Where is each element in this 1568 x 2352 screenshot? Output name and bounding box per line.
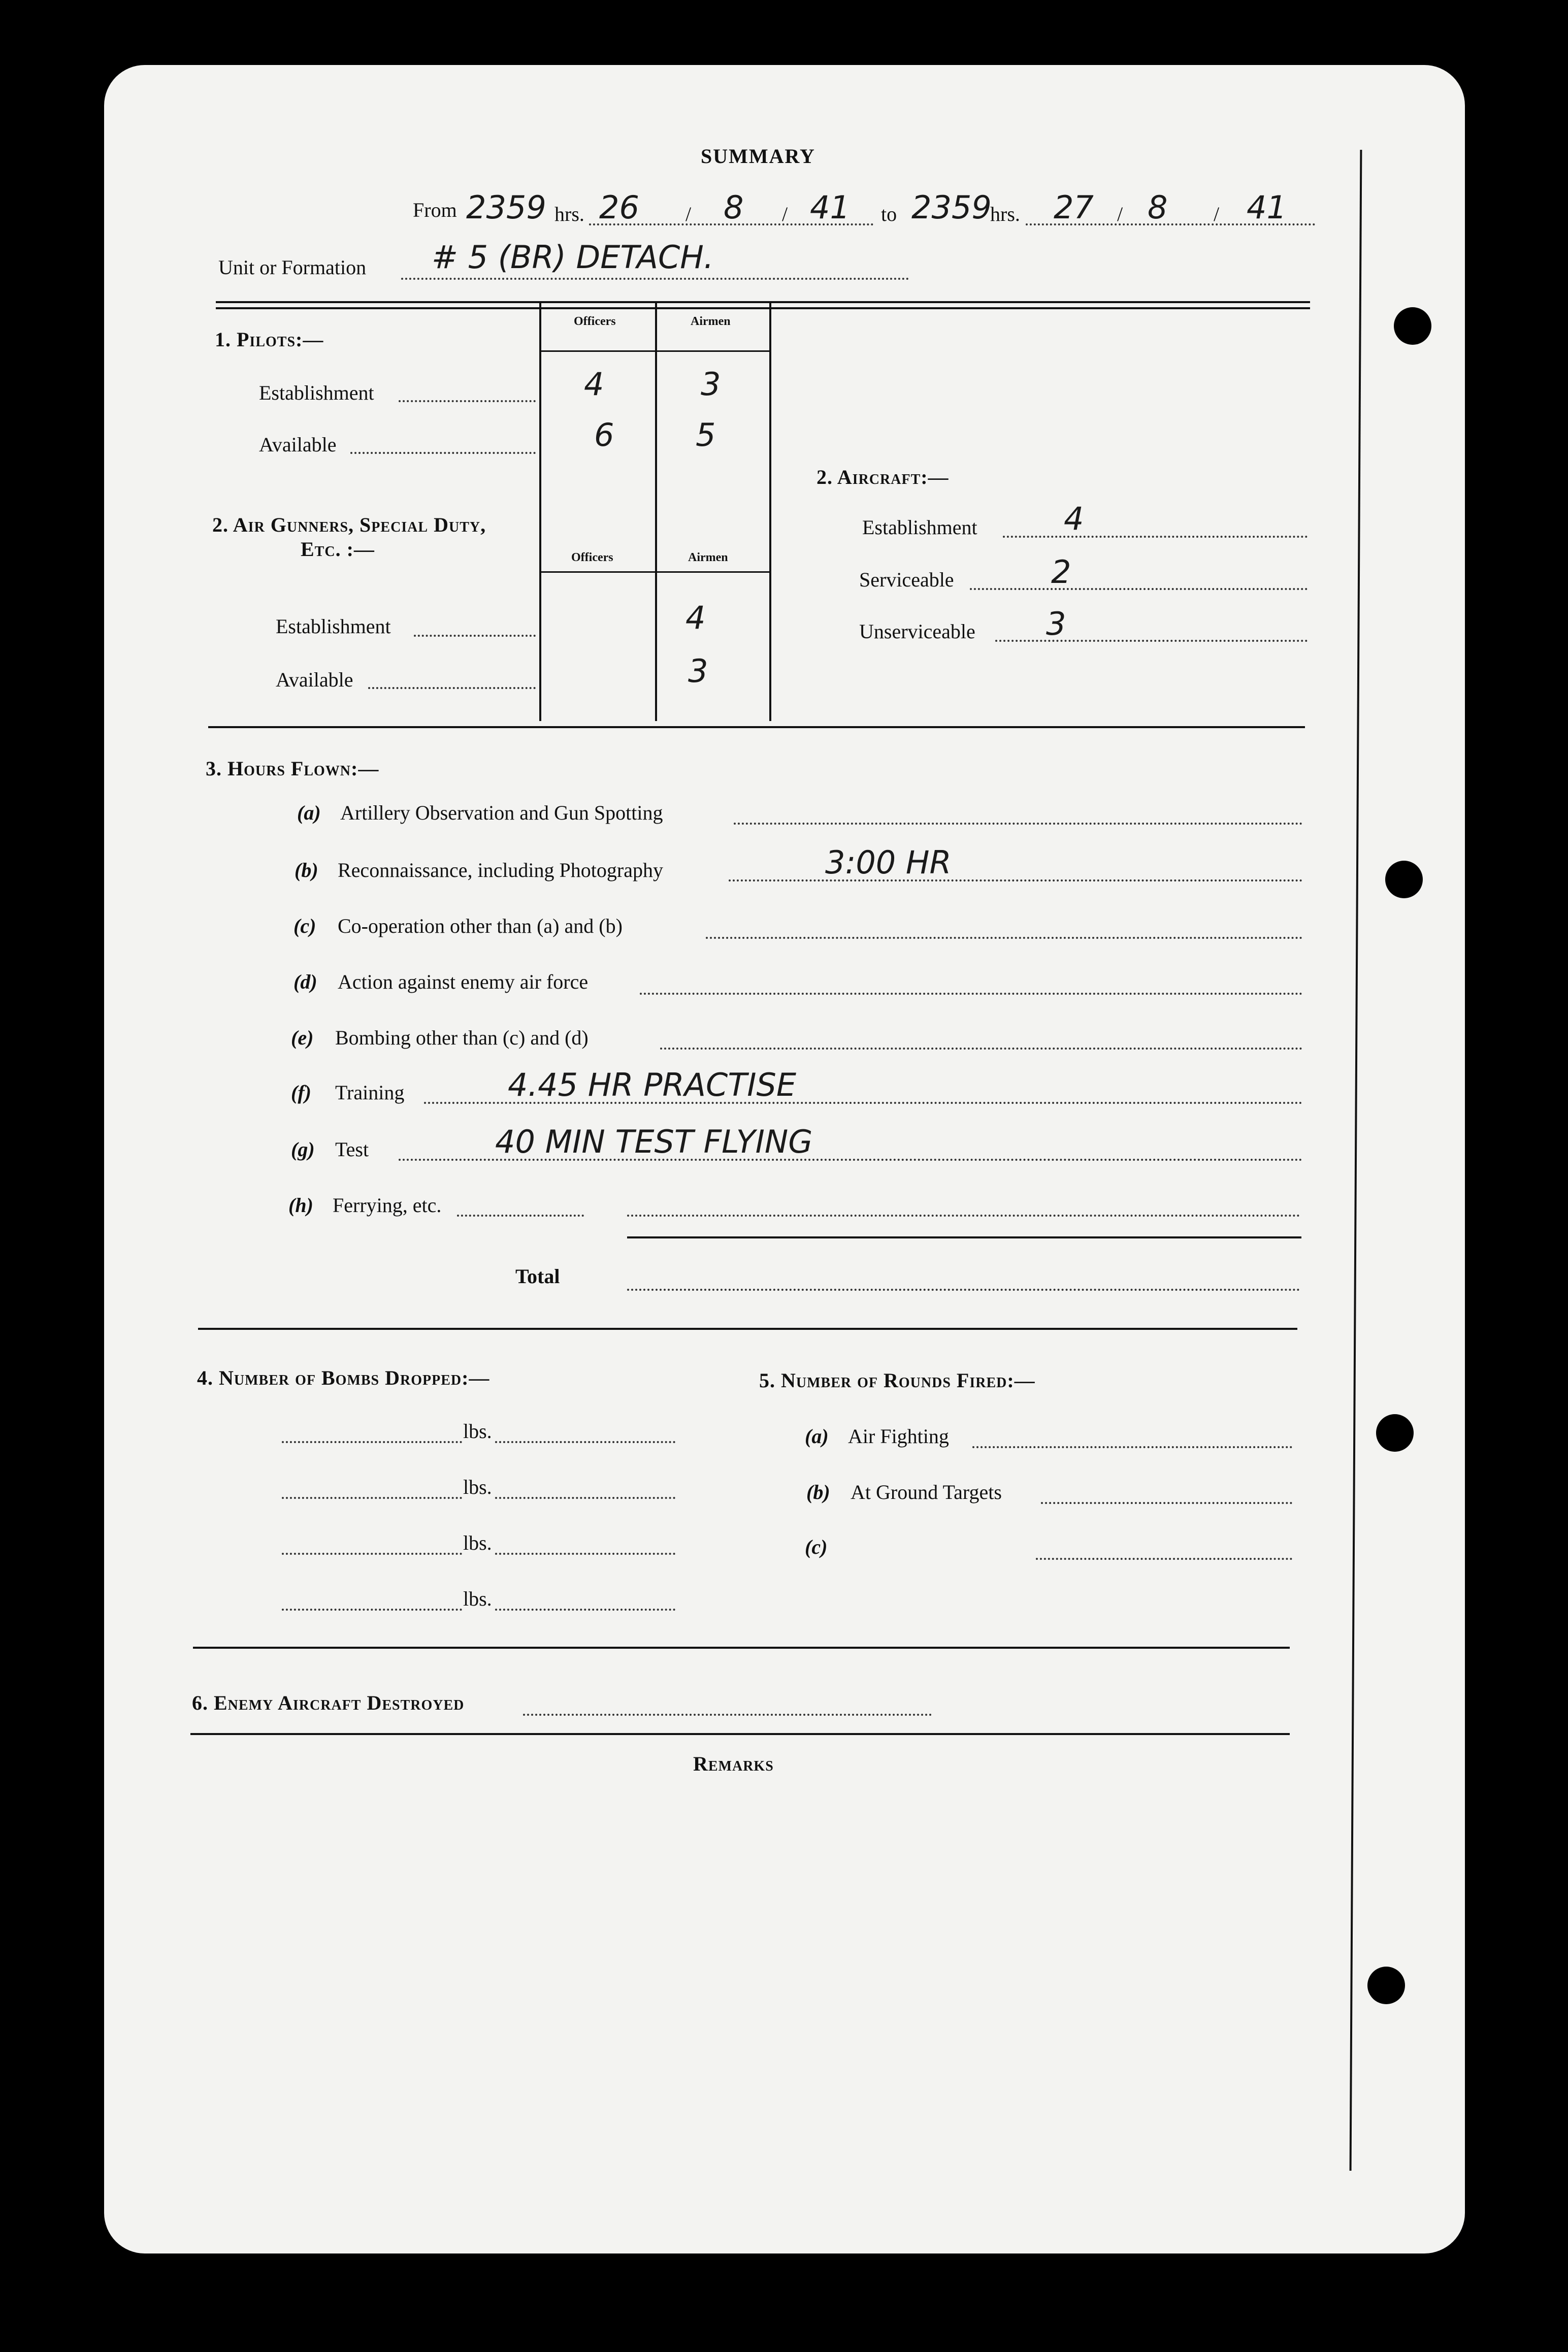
bombs-unit-label: lbs. <box>463 1420 492 1443</box>
hours-e-key: (e) <box>291 1026 314 1049</box>
section-rule <box>198 1328 1297 1330</box>
airmen-column-header: Airmen <box>688 551 728 564</box>
form-title: SUMMARY <box>701 145 815 168</box>
aircraft-serviceable-label: Serviceable <box>859 568 954 591</box>
pilots-establishment-dots <box>399 400 536 402</box>
hours-c-key: (c) <box>293 914 316 937</box>
aircraft-unserviceable-label: Unserviceable <box>859 620 975 643</box>
rounds-c-key: (c) <box>805 1536 828 1558</box>
pilots-available-dots <box>350 452 536 454</box>
hours-h-key: (h) <box>288 1194 313 1217</box>
airmen-column-header: Airmen <box>691 315 731 328</box>
gunners-available-airmen: 3 <box>688 652 708 690</box>
table-divider <box>655 303 657 721</box>
hours-g-key: (g) <box>291 1138 315 1161</box>
hours-e-label: Bombing other than (c) and (d) <box>335 1026 589 1049</box>
table-divider <box>769 303 771 721</box>
hours-a-label: Artillery Observation and Gun Spotting <box>340 801 663 824</box>
total-label: Total <box>515 1265 560 1288</box>
table-divider <box>539 303 541 721</box>
punch-hole <box>1376 1414 1414 1452</box>
rounds-c-dots <box>1036 1558 1292 1560</box>
aircraft-establishment-value: 4 <box>1064 500 1084 537</box>
bombs-weight-dots <box>495 1609 675 1611</box>
hours-h-value-dots <box>627 1215 1300 1217</box>
unit-label: Unit or Formation <box>218 256 367 279</box>
bombs-weight-dots <box>495 1553 675 1555</box>
to-day-value: 27 <box>1054 189 1094 226</box>
hours-f-label: Training <box>335 1081 405 1104</box>
bombs-heading: 4. Number of Bombs Dropped:— <box>197 1366 490 1389</box>
pilots-available-label: Available <box>259 433 337 456</box>
enemy-heading: 6. Enemy Aircraft Destroyed <box>192 1691 465 1714</box>
aircraft-establishment-label: Establishment <box>862 516 977 539</box>
hours-d-label: Action against enemy air force <box>338 970 589 993</box>
rounds-heading: 5. Number of Rounds Fired:— <box>759 1369 1035 1392</box>
rounds-a-label: Air Fighting <box>848 1425 949 1448</box>
gunners-available-label: Available <box>276 668 353 691</box>
aircraft-establishment-dots <box>1003 536 1308 538</box>
to-year-value: 41 <box>1247 189 1287 226</box>
gunners-available-dots <box>368 687 536 689</box>
punch-hole <box>1367 1967 1405 2004</box>
date-slash: / <box>782 203 788 225</box>
hours-b-label: Reconnaissance, including Photography <box>338 859 663 881</box>
to-month-value: 8 <box>1148 189 1168 226</box>
bombs-unit-label: lbs. <box>463 1531 492 1554</box>
from-year-value: 41 <box>810 189 850 226</box>
hours-a-key: (a) <box>297 801 321 824</box>
pilots-establishment-label: Establishment <box>259 381 374 404</box>
hours-e-dots <box>660 1048 1302 1050</box>
officers-column-header: Officers <box>571 551 613 564</box>
to-label: to <box>881 203 897 225</box>
gunners-establishment-label: Establishment <box>276 615 391 638</box>
aircraft-serviceable-value: 2 <box>1051 553 1071 591</box>
rounds-a-key: (a) <box>805 1425 829 1448</box>
hours-a-dots <box>734 823 1302 825</box>
section-rule <box>193 1647 1290 1649</box>
date-slash: / <box>685 203 692 225</box>
hours-f-value: 4.45 HR PRACTISE <box>508 1066 797 1103</box>
from-label: From <box>413 199 457 221</box>
aircraft-serviceable-dots <box>970 588 1308 590</box>
rounds-b-label: At Ground Targets <box>851 1481 1002 1504</box>
gunners-establishment-dots <box>414 635 536 637</box>
bombs-unit-label: lbs. <box>463 1587 492 1610</box>
pilots-establishment-airmen: 3 <box>701 366 721 403</box>
bombs-qty-dots <box>282 1497 462 1499</box>
total-rule <box>627 1236 1301 1238</box>
hours-heading: 3. Hours Flown:— <box>206 757 379 780</box>
bombs-weight-dots <box>495 1441 675 1443</box>
pilots-heading: 1. Pilots:— <box>215 328 324 351</box>
pilots-establishment-officers: 4 <box>584 366 604 403</box>
bombs-qty-dots <box>282 1441 462 1443</box>
punch-hole <box>1394 307 1431 345</box>
date-slash: / <box>1214 203 1220 225</box>
hrs-label: hrs. <box>554 203 584 225</box>
table-header-rule <box>539 571 770 573</box>
hours-b-value: 3:00 HR <box>825 844 952 881</box>
hours-c-dots <box>706 937 1302 939</box>
rounds-a-dots <box>972 1446 1292 1448</box>
header-rule <box>216 301 1310 303</box>
bombs-qty-dots <box>282 1609 462 1611</box>
unit-value: # 5 (BR) DETACH. <box>432 239 714 276</box>
hours-h-label: Ferrying, etc. <box>333 1194 442 1217</box>
rounds-b-key: (b) <box>806 1481 830 1504</box>
pilots-available-airmen: 5 <box>696 416 716 453</box>
rounds-b-dots <box>1041 1502 1292 1504</box>
unit-dots <box>401 278 909 280</box>
gunners-heading-cont: Etc. :— <box>301 538 375 561</box>
hours-f-key: (f) <box>291 1081 311 1104</box>
total-dots <box>627 1289 1300 1291</box>
header-rule <box>216 307 1310 309</box>
bombs-unit-label: lbs. <box>463 1476 492 1498</box>
bombs-qty-dots <box>282 1553 462 1555</box>
hours-b-dots <box>729 879 1302 881</box>
from-time-value: 2359 <box>466 189 546 226</box>
aircraft-unserviceable-value: 3 <box>1046 605 1066 642</box>
hours-c-label: Co-operation other than (a) and (b) <box>338 914 623 937</box>
section-rule <box>208 726 1305 728</box>
officers-column-header: Officers <box>574 315 616 328</box>
date-slash: / <box>1117 203 1123 225</box>
aircraft-unserviceable-dots <box>995 640 1308 642</box>
remarks-heading: Remarks <box>693 1752 774 1775</box>
hours-h-dots <box>457 1215 584 1217</box>
enemy-dots <box>523 1714 932 1716</box>
from-month-value: 8 <box>724 189 744 226</box>
pilots-available-officers: 6 <box>594 416 614 453</box>
hours-d-dots <box>640 993 1302 995</box>
hours-b-key: (b) <box>295 859 318 881</box>
punch-hole <box>1385 861 1423 898</box>
gunners-establishment-airmen: 4 <box>685 599 706 636</box>
hrs-label: hrs. <box>990 203 1020 225</box>
from-day-value: 26 <box>599 189 639 226</box>
hours-g-value: 40 MIN TEST FLYING <box>495 1123 813 1160</box>
gunners-heading: 2. Air Gunners, Special Duty, <box>212 513 486 536</box>
table-header-rule <box>539 350 770 352</box>
hours-g-label: Test <box>335 1138 369 1161</box>
section-rule <box>190 1733 1290 1735</box>
aircraft-heading: 2. Aircraft:— <box>816 466 949 488</box>
bombs-weight-dots <box>495 1497 675 1499</box>
hours-d-key: (d) <box>293 970 317 993</box>
to-time-value: 2359 <box>911 189 992 226</box>
